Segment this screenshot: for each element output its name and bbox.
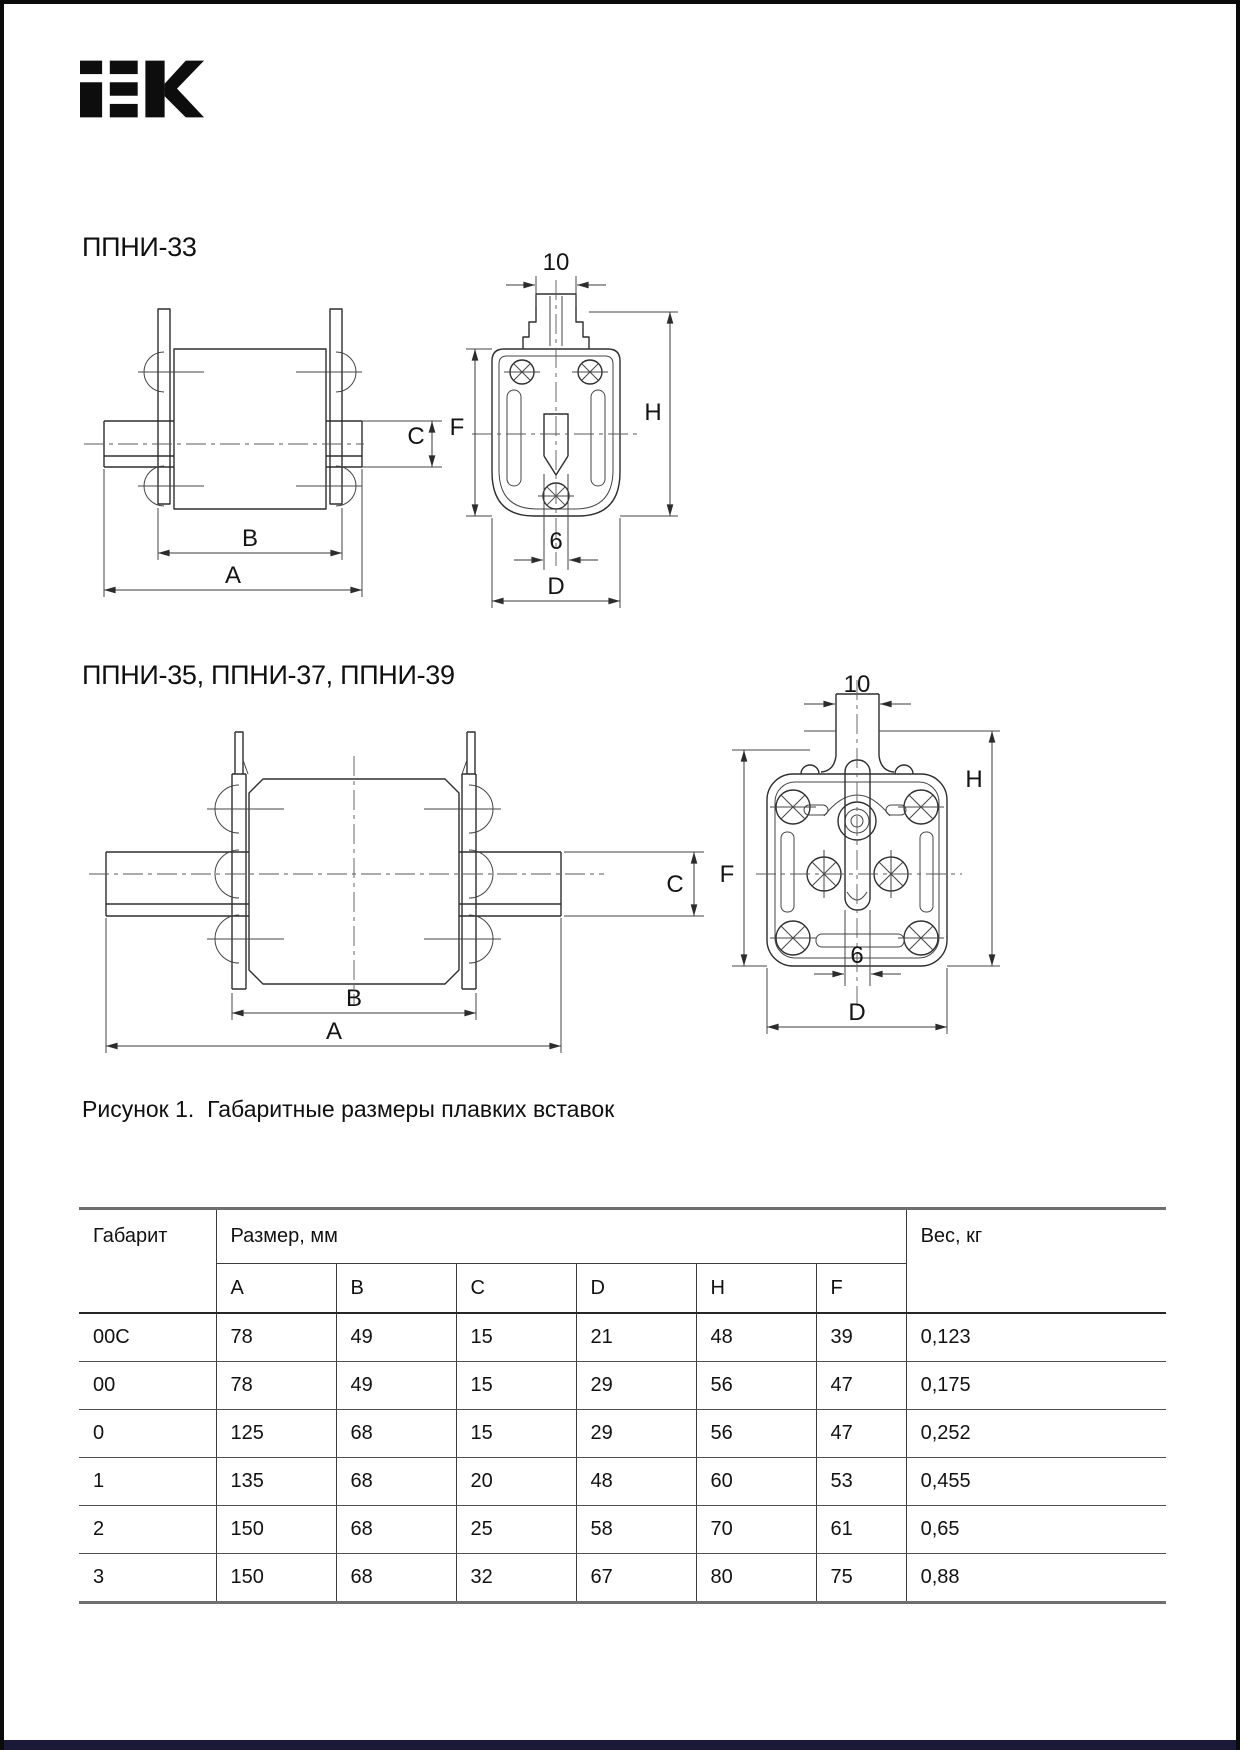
- table-cell: 75: [816, 1554, 906, 1603]
- table-cell: 0,65: [906, 1506, 1166, 1554]
- table-header-gabarit: Габарит: [79, 1209, 216, 1314]
- table-header-size: Размер, мм: [216, 1209, 906, 1264]
- dim-label-h: H: [965, 766, 983, 793]
- dim-label-f: F: [449, 414, 465, 441]
- table-cell: 15: [456, 1362, 576, 1410]
- table-row: [79, 1410, 1166, 1458]
- table-cell: 49: [336, 1362, 456, 1410]
- ppni-35-front-view: [720, 671, 1000, 1034]
- dim-label-c: C: [666, 871, 684, 898]
- table-subheader-c: C: [456, 1264, 576, 1314]
- table-cell: 00: [79, 1362, 216, 1410]
- table-cell: 47: [816, 1362, 906, 1410]
- section-title-ppni-33: ППНИ-33: [82, 232, 197, 262]
- table-row: [79, 1554, 1166, 1603]
- dim-label-h: H: [644, 399, 662, 426]
- section-title-ppni-35-37-39: ППНИ-35, ППНИ-37, ППНИ-39: [82, 660, 455, 690]
- table-cell: 3: [79, 1554, 216, 1603]
- dim-label-a: A: [325, 1018, 343, 1045]
- dim-label-b: B: [345, 985, 363, 1012]
- table-subheader-a: A: [216, 1264, 336, 1314]
- dim-label-d: D: [547, 573, 565, 600]
- table-subheader-f: F: [816, 1264, 906, 1314]
- dim-label-10: 10: [542, 249, 570, 276]
- iek-logo: [80, 59, 205, 119]
- table-cell: 39: [816, 1313, 906, 1362]
- table-cell: 68: [336, 1458, 456, 1506]
- table-row: [79, 1313, 1166, 1362]
- table-cell: 150: [216, 1554, 336, 1603]
- table-cell: 29: [576, 1362, 696, 1410]
- table-cell: 0,455: [906, 1458, 1166, 1506]
- table-cell: 0: [79, 1410, 216, 1458]
- table-subheader-h: H: [696, 1264, 816, 1314]
- table-cell: 15: [456, 1313, 576, 1362]
- table-cell: 150: [216, 1506, 336, 1554]
- ppni-35-side-view: [89, 732, 704, 1053]
- table-cell: 70: [696, 1506, 816, 1554]
- figure-caption: Рисунок 1. Габаритные размеры плавких вставок: [82, 1096, 615, 1122]
- table-cell: 56: [696, 1410, 816, 1458]
- table-cell: 68: [336, 1506, 456, 1554]
- table-cell: 80: [696, 1554, 816, 1603]
- table-cell: 0,175: [906, 1362, 1166, 1410]
- table-row: [79, 1506, 1166, 1554]
- table-cell: 56: [696, 1362, 816, 1410]
- dim-label-10: 10: [843, 671, 871, 698]
- ppni-33-side-view: [84, 309, 442, 597]
- dim-label-6: 6: [549, 528, 563, 555]
- ppni-33-front-view: [450, 249, 678, 608]
- table-cell: 135: [216, 1458, 336, 1506]
- table-cell: 48: [576, 1458, 696, 1506]
- dimensions-table: [79, 1207, 1166, 1604]
- table-cell: 58: [576, 1506, 696, 1554]
- table-cell: 60: [696, 1458, 816, 1506]
- table-subheader-d: D: [576, 1264, 696, 1314]
- table-cell: 67: [576, 1554, 696, 1603]
- table-cell: 48: [696, 1313, 816, 1362]
- table-row: [79, 1458, 1166, 1506]
- table-cell: 68: [336, 1554, 456, 1603]
- table-cell: 00C: [79, 1313, 216, 1362]
- table-header-weight: Вес, кг: [906, 1209, 1166, 1314]
- table-cell: 78: [216, 1362, 336, 1410]
- table-cell: 53: [816, 1458, 906, 1506]
- table-cell: 78: [216, 1313, 336, 1362]
- table-cell: 0,252: [906, 1410, 1166, 1458]
- table-cell: 49: [336, 1313, 456, 1362]
- table-cell: 20: [456, 1458, 576, 1506]
- table-cell: 29: [576, 1410, 696, 1458]
- table-cell: 0,123: [906, 1313, 1166, 1362]
- iek-logo-icon: [80, 59, 205, 119]
- table-cell: 125: [216, 1410, 336, 1458]
- table-cell: 0,88: [906, 1554, 1166, 1603]
- table-cell: 21: [576, 1313, 696, 1362]
- table-cell: 68: [336, 1410, 456, 1458]
- table-cell: 61: [816, 1506, 906, 1554]
- table-cell: 2: [79, 1506, 216, 1554]
- dim-label-f: F: [719, 861, 735, 888]
- dim-label-6: 6: [850, 942, 864, 969]
- dim-label-a: A: [224, 562, 242, 589]
- table-cell: 1: [79, 1458, 216, 1506]
- table-subheader-b: B: [336, 1264, 456, 1314]
- page-footer-bar: [0, 1740, 1240, 1750]
- table-cell: 25: [456, 1506, 576, 1554]
- table-row: [79, 1362, 1166, 1410]
- table-cell: 32: [456, 1554, 576, 1603]
- table-cell: 47: [816, 1410, 906, 1458]
- dim-label-c: C: [407, 423, 425, 450]
- dim-label-d: D: [848, 999, 866, 1026]
- dim-label-b: B: [241, 525, 259, 552]
- table-cell: 15: [456, 1410, 576, 1458]
